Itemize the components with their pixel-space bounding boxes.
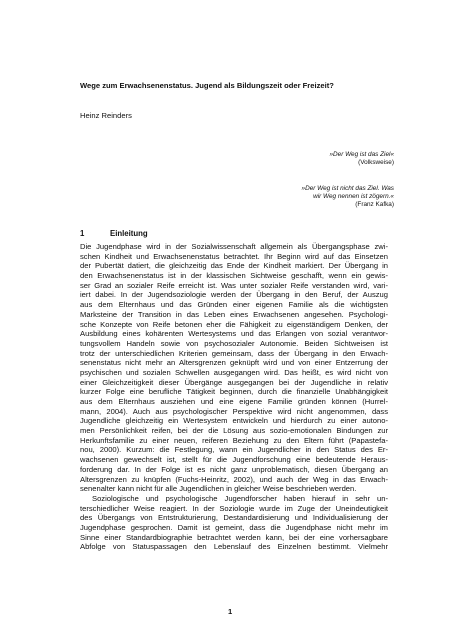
- body-text: [80, 242, 388, 552]
- text-line: aus dem Elternhaus ausziehen und eine eigene Familie gründen können (Hurrel-: [80, 397, 388, 406]
- text-line: nou, 2000). Kurzum: die Festlegung, wann ein Jugendlicher in den Status des Er-: [80, 445, 388, 455]
- paragraph-2: [80, 494, 388, 552]
- paragraph-1: [80, 242, 388, 494]
- text-line: den Erwachsenenstatus ist in der klassischen Sichtweise geschafft, wenn ein gewis-: [80, 271, 388, 281]
- text-line: aus dem Elternhaus und das Gründen einer eigenen Familie als die wichtigsten: [80, 300, 388, 310]
- text-line: psychischen und sozialen Schwellen ausgegangen wird. Das heißt, es wird nicht von: [80, 367, 388, 377]
- text-line: senenalter kann nicht für alle Jugendlichen in gleicher Weise beschrieben werden.: [80, 484, 357, 494]
- text-line: terschiedlicher Weise reagiert. In der Soziologie wurde im Zuge der Uneindeutigkeit: [80, 503, 388, 513]
- text-line: Jugendliche gleichzeitig ein Wertesystem entwickeln und hierdurch zu einer autono-: [80, 416, 388, 426]
- text-line: der Pubertät datiert, die gleichzeitig das Ende der Kindheit markiert. Der Übergang in: [80, 261, 388, 271]
- motto-1: [329, 151, 394, 167]
- text-line: Ausbildung eines kohärenten Wertesystems und das Erlangen von sozial verantwor-: [80, 329, 388, 339]
- text-line: Die Jugendphase wird in der Sozialwissenschaft allgemein als Übergangsphase zwi-: [80, 242, 388, 251]
- text-line: tungsvollem Handeln sowie von psychosozialer Autonomie. Beiden Sichtweisen ist: [80, 338, 388, 348]
- text-line: Herkunftsfamilie zu einer neuen, reiferen Beziehung zu den Eltern führt (Papastefa-: [80, 435, 388, 445]
- text-line: forderung dar. In der Folge ist es nicht ganz unproblematisch, diesen Übergang an: [80, 464, 388, 474]
- text-line: einer Gleichzeitigkeit dieser Übergänge ausgegangen bei der Jugendliche in relativ: [80, 377, 388, 387]
- motto-1-quote: »Der Weg ist das Ziel«: [329, 151, 394, 158]
- motto-2-quote-line-1: »Der Weg ist nicht das Ziel. Was: [301, 185, 394, 192]
- text-line: Marksteine der Transition in das Leben eines Erwachsenen angesehen. Psychologi-: [80, 309, 388, 319]
- text-line: mann, 2004). Auch aus psychologischer Perspektive wird nicht angenommen, dass: [80, 406, 388, 416]
- motto-2: [302, 185, 394, 210]
- text-line: Jugendphase gesprochen. Damit ist gemeint, dass die Jugendphase nicht mehr im: [80, 522, 388, 532]
- text-line: kurzer Folge eine berufliche Tätigkeit beginnen, durch die finanzielle Unabhängigkeit: [80, 387, 388, 397]
- author-name: Heinz Reinders: [80, 111, 132, 120]
- text-line: senenstatus nicht mehr an Altersgrenzen geknüpft wird und von einer Entzerrung der: [80, 358, 388, 368]
- section-number: 1: [80, 229, 85, 238]
- text-line: des Übergangs von Entstrukturierung, Destandardisierung und Individualisierung der: [80, 513, 388, 523]
- text-line: Altersgrenzen zu knüpfen (Fuchs-Heinritz, 2002), und auch der Weg in das Erwach-: [80, 474, 388, 484]
- section-heading: [80, 229, 148, 238]
- text-line: ser Grad an sozialer Reife erreicht ist. Was unter sozialer Reife verstanden wird, vari-: [80, 280, 388, 290]
- section-title: Einleitung: [110, 229, 148, 238]
- text-line: iert dabei. In der Jugendsoziologie werden der Übergang in den Beruf, der Auszug: [80, 290, 388, 300]
- text-line: wachsenen gewechselt ist, stellt für die Jugendforschung eine bedeutende Heraus-: [80, 455, 388, 465]
- text-line: sche Konzepte von Reife betonen eher die Fähigkeit zu eigenständigem Denken, der: [80, 319, 388, 329]
- text-line: schen Kindheit und Erwachsenenstatus betrachtet. Ihr Beginn wird auf das Einsetzen: [80, 251, 388, 261]
- document-title: Wege zum Erwachsenenstatus. Jugend als Bildungszeit oder Freizeit?: [80, 81, 334, 90]
- text-line: men Persönlichkeit reifen, bei der die Lösung aus sozio-emotionalen Bindungen zur: [80, 426, 388, 436]
- text-line: Abfolge von Statuspassagen den Lebenslauf des Einzelnen bestimmt. Vielmehr: [80, 542, 388, 552]
- text-line: trotz der unterschiedlichen Kriterien gemeinsam, dass der Übergang in den Erwach-: [80, 348, 388, 358]
- text-line: Sinne einer Standardbiographie betrachtet werden kann, bei der eine vorhersagbare: [80, 532, 388, 542]
- motto-1-source: (Volksweise): [358, 159, 394, 167]
- motto-2-source: (Franz Kafka): [355, 201, 394, 209]
- motto-2-quote-line-2: wir Weg nennen ist zögern.«: [313, 193, 394, 201]
- page-number: 1: [228, 607, 233, 616]
- text-line: Soziologische und psychologische Jugendforscher haben hierauf in sehr un-: [92, 493, 388, 503]
